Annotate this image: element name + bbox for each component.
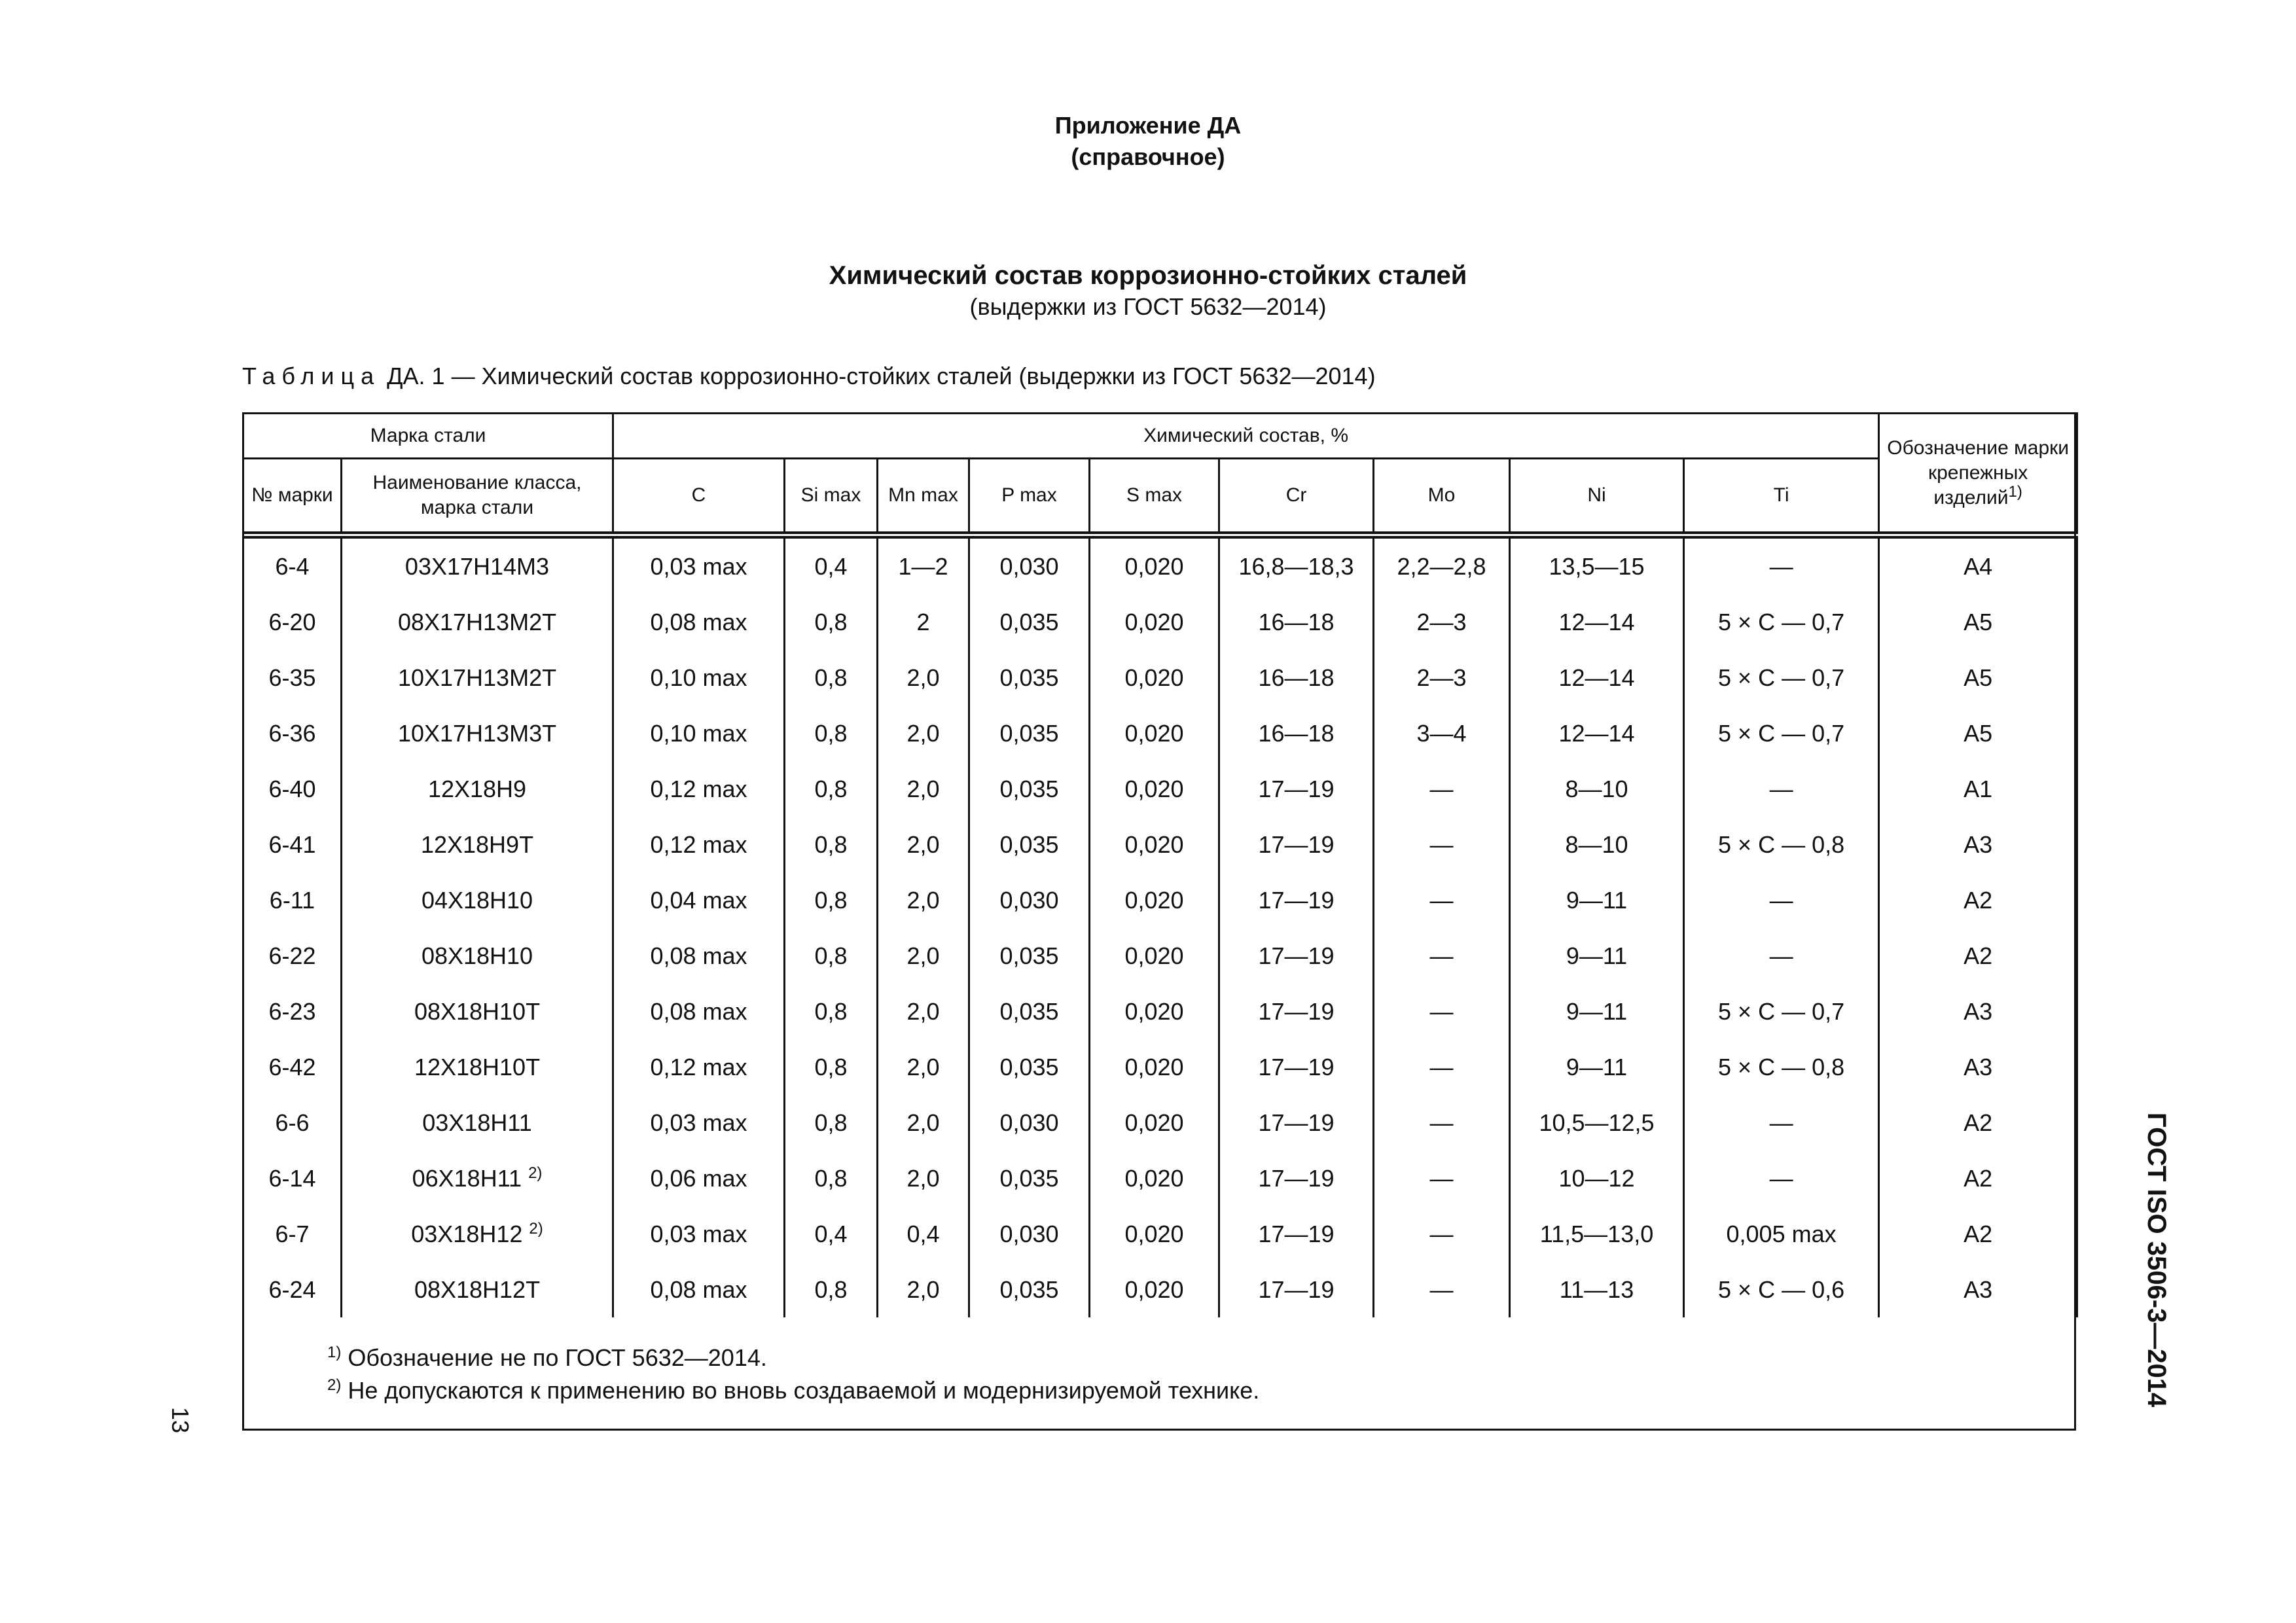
standard-designation: ГОСТ ISO 3506-3—2014 [2142, 1113, 2171, 1408]
header-mn: Mn max [878, 459, 969, 535]
cell-si: 0,8 [785, 594, 878, 650]
cell-s: 0,020 [1090, 761, 1219, 817]
page-number: 13 [167, 1407, 194, 1434]
cell-s: 0,020 [1090, 705, 1219, 761]
table-row [243, 594, 2077, 650]
cell-mo: 2—3 [1374, 650, 1510, 705]
cell-c: 0,03 max [613, 535, 785, 595]
cell-c: 0,08 max [613, 984, 785, 1039]
appendix-title: Приложение ДА [1054, 112, 1242, 139]
cell-ni: 10,5—12,5 [1510, 1095, 1684, 1150]
header-c: C [613, 459, 785, 535]
cell-cr: 17—19 [1219, 1206, 1374, 1262]
section-heading [0, 259, 2296, 322]
header-p: P max [969, 459, 1090, 535]
cell-ni: 11—13 [1510, 1262, 1684, 1317]
header-mo: Mo [1374, 459, 1510, 535]
cell-cr: 17—19 [1219, 1262, 1374, 1317]
cell-si: 0,8 [785, 817, 878, 872]
cell-p: 0,035 [969, 1039, 1090, 1095]
cell-mark: A2 [1879, 928, 2077, 984]
footnote [327, 1342, 1259, 1374]
cell-c: 0,03 max [613, 1206, 785, 1262]
cell-mark: A3 [1879, 817, 2077, 872]
header-grade-no: № марки [243, 459, 342, 535]
cell-s: 0,020 [1090, 594, 1219, 650]
cell-ni: 8—10 [1510, 817, 1684, 872]
cell-mark: A1 [1879, 761, 2077, 817]
cell-ti: 5 × C — 0,7 [1684, 594, 1879, 650]
cell-ti: — [1684, 535, 1879, 595]
cell-ti: 5 × C — 0,7 [1684, 984, 1879, 1039]
cell-c: 0,10 max [613, 705, 785, 761]
cell-p: 0,035 [969, 705, 1090, 761]
cell-ni: 9—11 [1510, 872, 1684, 928]
cell-mo: — [1374, 1150, 1510, 1206]
cell-si: 0,4 [785, 535, 878, 595]
footnote-ref: 2) [529, 1219, 543, 1238]
cell-ni: 9—11 [1510, 1039, 1684, 1095]
cell-no: 6-14 [243, 1150, 342, 1206]
cell-c: 0,08 max [613, 1262, 785, 1317]
cell-mo: 3—4 [1374, 705, 1510, 761]
cell-si: 0,8 [785, 1262, 878, 1317]
steel-grade: 12Х18Н10Т [414, 1053, 541, 1080]
cell-c: 0,12 max [613, 1039, 785, 1095]
cell-si: 0,4 [785, 1206, 878, 1262]
cell-p: 0,035 [969, 928, 1090, 984]
steel-grade: 04Х18Н10 [421, 886, 533, 914]
cell-s: 0,020 [1090, 928, 1219, 984]
cell-cr: 17—19 [1219, 984, 1374, 1039]
cell-name [342, 1095, 613, 1150]
cell-mo: — [1374, 984, 1510, 1039]
cell-mark: A2 [1879, 1095, 2077, 1150]
cell-name [342, 705, 613, 761]
cell-no: 6-42 [243, 1039, 342, 1095]
cell-cr: 16—18 [1219, 650, 1374, 705]
footnote-text: Не допускаются к применению во вновь создаваемой и модернизируемой технике. [341, 1377, 1260, 1404]
composition-table [242, 412, 2078, 1317]
cell-mn: 2,0 [878, 1150, 969, 1206]
cell-ti: — [1684, 761, 1879, 817]
footnote [327, 1374, 1259, 1407]
cell-mark: A3 [1879, 1262, 2077, 1317]
cell-mo: — [1374, 1262, 1510, 1317]
cell-s: 0,020 [1090, 1095, 1219, 1150]
header-class-name: Наименование класса, марка стали [342, 459, 613, 535]
table-row [243, 1262, 2077, 1317]
steel-grade: 03Х18Н12 [411, 1220, 523, 1247]
cell-p: 0,035 [969, 984, 1090, 1039]
cell-si: 0,8 [785, 1095, 878, 1150]
header-ti: Ti [1684, 459, 1879, 535]
cell-mn: 2,0 [878, 928, 969, 984]
cell-mn: 2,0 [878, 984, 969, 1039]
cell-name [342, 984, 613, 1039]
cell-s: 0,020 [1090, 535, 1219, 595]
cell-mo: 2,2—2,8 [1374, 535, 1510, 595]
header-s: S max [1090, 459, 1219, 535]
steel-grade: 08Х18Н10 [421, 942, 533, 969]
cell-si: 0,8 [785, 705, 878, 761]
cell-mo: — [1374, 1206, 1510, 1262]
cell-cr: 16—18 [1219, 594, 1374, 650]
cell-mark: A5 [1879, 594, 2077, 650]
cell-cr: 17—19 [1219, 761, 1374, 817]
cell-c: 0,03 max [613, 1095, 785, 1150]
table-row [243, 761, 2077, 817]
cell-ti: 5 × C — 0,7 [1684, 705, 1879, 761]
section-title: Химический состав коррозионно-стойких сталей [829, 261, 1467, 290]
cell-ni: 12—14 [1510, 650, 1684, 705]
steel-grade: 03Х18Н11 [422, 1109, 532, 1136]
cell-p: 0,030 [969, 535, 1090, 595]
cell-mn: 2,0 [878, 761, 969, 817]
cell-mn: 2,0 [878, 650, 969, 705]
cell-mn: 1—2 [878, 535, 969, 595]
cell-cr: 17—19 [1219, 817, 1374, 872]
cell-mark: A2 [1879, 1206, 2077, 1262]
appendix-subtitle: (справочное) [1071, 143, 1225, 170]
cell-s: 0,020 [1090, 1150, 1219, 1206]
cell-mo: — [1374, 928, 1510, 984]
cell-si: 0,8 [785, 1039, 878, 1095]
cell-ni: 10—12 [1510, 1150, 1684, 1206]
cell-ti: — [1684, 1150, 1879, 1206]
cell-name [342, 535, 613, 595]
table-row [243, 1206, 2077, 1262]
cell-cr: 17—19 [1219, 1150, 1374, 1206]
header-steel-grade: Марка стали [243, 414, 613, 459]
cell-no: 6-22 [243, 928, 342, 984]
table-caption [242, 361, 1376, 391]
cell-ni: 9—11 [1510, 928, 1684, 984]
cell-name [342, 1262, 613, 1317]
cell-mo: — [1374, 761, 1510, 817]
cell-p: 0,035 [969, 1150, 1090, 1206]
header-chem-composition: Химический состав, % [613, 414, 1879, 459]
cell-mn: 2,0 [878, 1262, 969, 1317]
table-row [243, 650, 2077, 705]
cell-s: 0,020 [1090, 1206, 1219, 1262]
cell-mark: A5 [1879, 705, 2077, 761]
cell-cr: 17—19 [1219, 1039, 1374, 1095]
cell-mo: — [1374, 872, 1510, 928]
cell-no: 6-40 [243, 761, 342, 817]
cell-no: 6-11 [243, 872, 342, 928]
cell-ti: — [1684, 872, 1879, 928]
cell-cr: 17—19 [1219, 872, 1374, 928]
cell-ni: 8—10 [1510, 761, 1684, 817]
cell-si: 0,8 [785, 1150, 878, 1206]
cell-s: 0,020 [1090, 984, 1219, 1039]
cell-c: 0,08 max [613, 594, 785, 650]
cell-s: 0,020 [1090, 817, 1219, 872]
cell-mn: 2,0 [878, 1039, 969, 1095]
cell-c: 0,12 max [613, 761, 785, 817]
cell-s: 0,020 [1090, 872, 1219, 928]
cell-ti: 5 × C — 0,6 [1684, 1262, 1879, 1317]
footnote-marker: 2) [327, 1376, 342, 1394]
table-row [243, 817, 2077, 872]
header-fastener-mark [1879, 414, 2077, 535]
cell-mark: A5 [1879, 650, 2077, 705]
cell-name [342, 594, 613, 650]
table-row [243, 928, 2077, 984]
table-caption-prefix: Таблица [242, 363, 381, 389]
cell-mo: — [1374, 1039, 1510, 1095]
appendix-heading [0, 110, 2296, 173]
steel-grade: 12Х18Н9 [427, 775, 527, 802]
cell-ti: 5 × C — 0,8 [1684, 1039, 1879, 1095]
cell-mn: 2,0 [878, 817, 969, 872]
cell-no: 6-4 [243, 535, 342, 595]
cell-c: 0,06 max [613, 1150, 785, 1206]
cell-mn: 2,0 [878, 1095, 969, 1150]
steel-grade: 06Х18Н11 [412, 1164, 522, 1192]
cell-name [342, 761, 613, 817]
header-ni: Ni [1510, 459, 1684, 535]
cell-p: 0,035 [969, 594, 1090, 650]
header-si: Si max [785, 459, 878, 535]
steel-grade: 10Х17Н13М2Т [397, 664, 557, 691]
steel-grade: 12Х18Н9Т [420, 830, 534, 858]
cell-ni: 12—14 [1510, 705, 1684, 761]
cell-mark: A3 [1879, 984, 2077, 1039]
table-row [243, 1095, 2077, 1150]
cell-c: 0,04 max [613, 872, 785, 928]
table-row [243, 984, 2077, 1039]
cell-ni: 9—11 [1510, 984, 1684, 1039]
cell-ti: 5 × C — 0,7 [1684, 650, 1879, 705]
cell-mark: A2 [1879, 1150, 2077, 1206]
footnote-ref: 2) [528, 1164, 543, 1182]
cell-mark: A4 [1879, 535, 2077, 595]
steel-grade: 08Х18Н10Т [414, 997, 541, 1025]
cell-no: 6-20 [243, 594, 342, 650]
cell-ti: 0,005 max [1684, 1206, 1879, 1262]
table-footnotes [327, 1342, 1259, 1407]
cell-name [342, 1206, 613, 1262]
cell-mn: 0,4 [878, 1206, 969, 1262]
cell-si: 0,8 [785, 928, 878, 984]
steel-grade: 08Х18Н12Т [414, 1275, 541, 1303]
cell-name [342, 1039, 613, 1095]
cell-mark: A3 [1879, 1039, 2077, 1095]
cell-no: 6-7 [243, 1206, 342, 1262]
cell-s: 0,020 [1090, 1039, 1219, 1095]
header-fastener-mark-label: Обозначение марки крепежных изделий [1887, 437, 2070, 508]
section-subtitle: (выдержки из ГОСТ 5632—2014) [969, 293, 1327, 320]
cell-name [342, 872, 613, 928]
cell-s: 0,020 [1090, 650, 1219, 705]
cell-p: 0,035 [969, 1262, 1090, 1317]
cell-p: 0,035 [969, 817, 1090, 872]
cell-name [342, 928, 613, 984]
cell-cr: 17—19 [1219, 928, 1374, 984]
table-row [243, 872, 2077, 928]
cell-name [342, 1150, 613, 1206]
footnote-text: Обозначение не по ГОСТ 5632—2014. [341, 1344, 767, 1371]
cell-c: 0,08 max [613, 928, 785, 984]
cell-p: 0,035 [969, 761, 1090, 817]
cell-p: 0,030 [969, 872, 1090, 928]
header-cr: Cr [1219, 459, 1374, 535]
cell-mo: — [1374, 1095, 1510, 1150]
cell-no: 6-36 [243, 705, 342, 761]
cell-c: 0,10 max [613, 650, 785, 705]
cell-si: 0,8 [785, 872, 878, 928]
steel-grade: 10Х17Н13М3Т [397, 719, 557, 747]
cell-si: 0,8 [785, 650, 878, 705]
table-row [243, 535, 2077, 595]
cell-no: 6-6 [243, 1095, 342, 1150]
cell-mo: 2—3 [1374, 594, 1510, 650]
cell-mn: 2,0 [878, 705, 969, 761]
cell-ti: — [1684, 928, 1879, 984]
cell-ni: 13,5—15 [1510, 535, 1684, 595]
cell-s: 0,020 [1090, 1262, 1219, 1317]
cell-mn: 2 [878, 594, 969, 650]
table-row [243, 1150, 2077, 1206]
cell-p: 0,035 [969, 650, 1090, 705]
footnote-marker: 1) [327, 1344, 342, 1361]
table-row [243, 1039, 2077, 1095]
cell-no: 6-23 [243, 984, 342, 1039]
cell-cr: 17—19 [1219, 1095, 1374, 1150]
cell-si: 0,8 [785, 761, 878, 817]
cell-no: 6-35 [243, 650, 342, 705]
cell-c: 0,12 max [613, 817, 785, 872]
table-row [243, 705, 2077, 761]
cell-mo: — [1374, 817, 1510, 872]
steel-grade: 03Х17Н14М3 [404, 552, 550, 580]
cell-ti: — [1684, 1095, 1879, 1150]
cell-name [342, 650, 613, 705]
table-caption-text: ДА. 1 — Химический состав коррозионно-стойких сталей (выдержки из ГОСТ 5632—2014) [380, 363, 1376, 389]
cell-ti: 5 × C — 0,8 [1684, 817, 1879, 872]
cell-mn: 2,0 [878, 872, 969, 928]
cell-cr: 16,8—18,3 [1219, 535, 1374, 595]
cell-no: 6-24 [243, 1262, 342, 1317]
cell-name [342, 817, 613, 872]
cell-no: 6-41 [243, 817, 342, 872]
cell-mark: A2 [1879, 872, 2077, 928]
footnote-ref: 1) [2008, 482, 2022, 501]
cell-p: 0,030 [969, 1206, 1090, 1262]
cell-ni: 12—14 [1510, 594, 1684, 650]
cell-cr: 16—18 [1219, 705, 1374, 761]
cell-p: 0,030 [969, 1095, 1090, 1150]
steel-grade: 08Х17Н13М2Т [397, 608, 557, 635]
cell-si: 0,8 [785, 984, 878, 1039]
cell-ni: 11,5—13,0 [1510, 1206, 1684, 1262]
